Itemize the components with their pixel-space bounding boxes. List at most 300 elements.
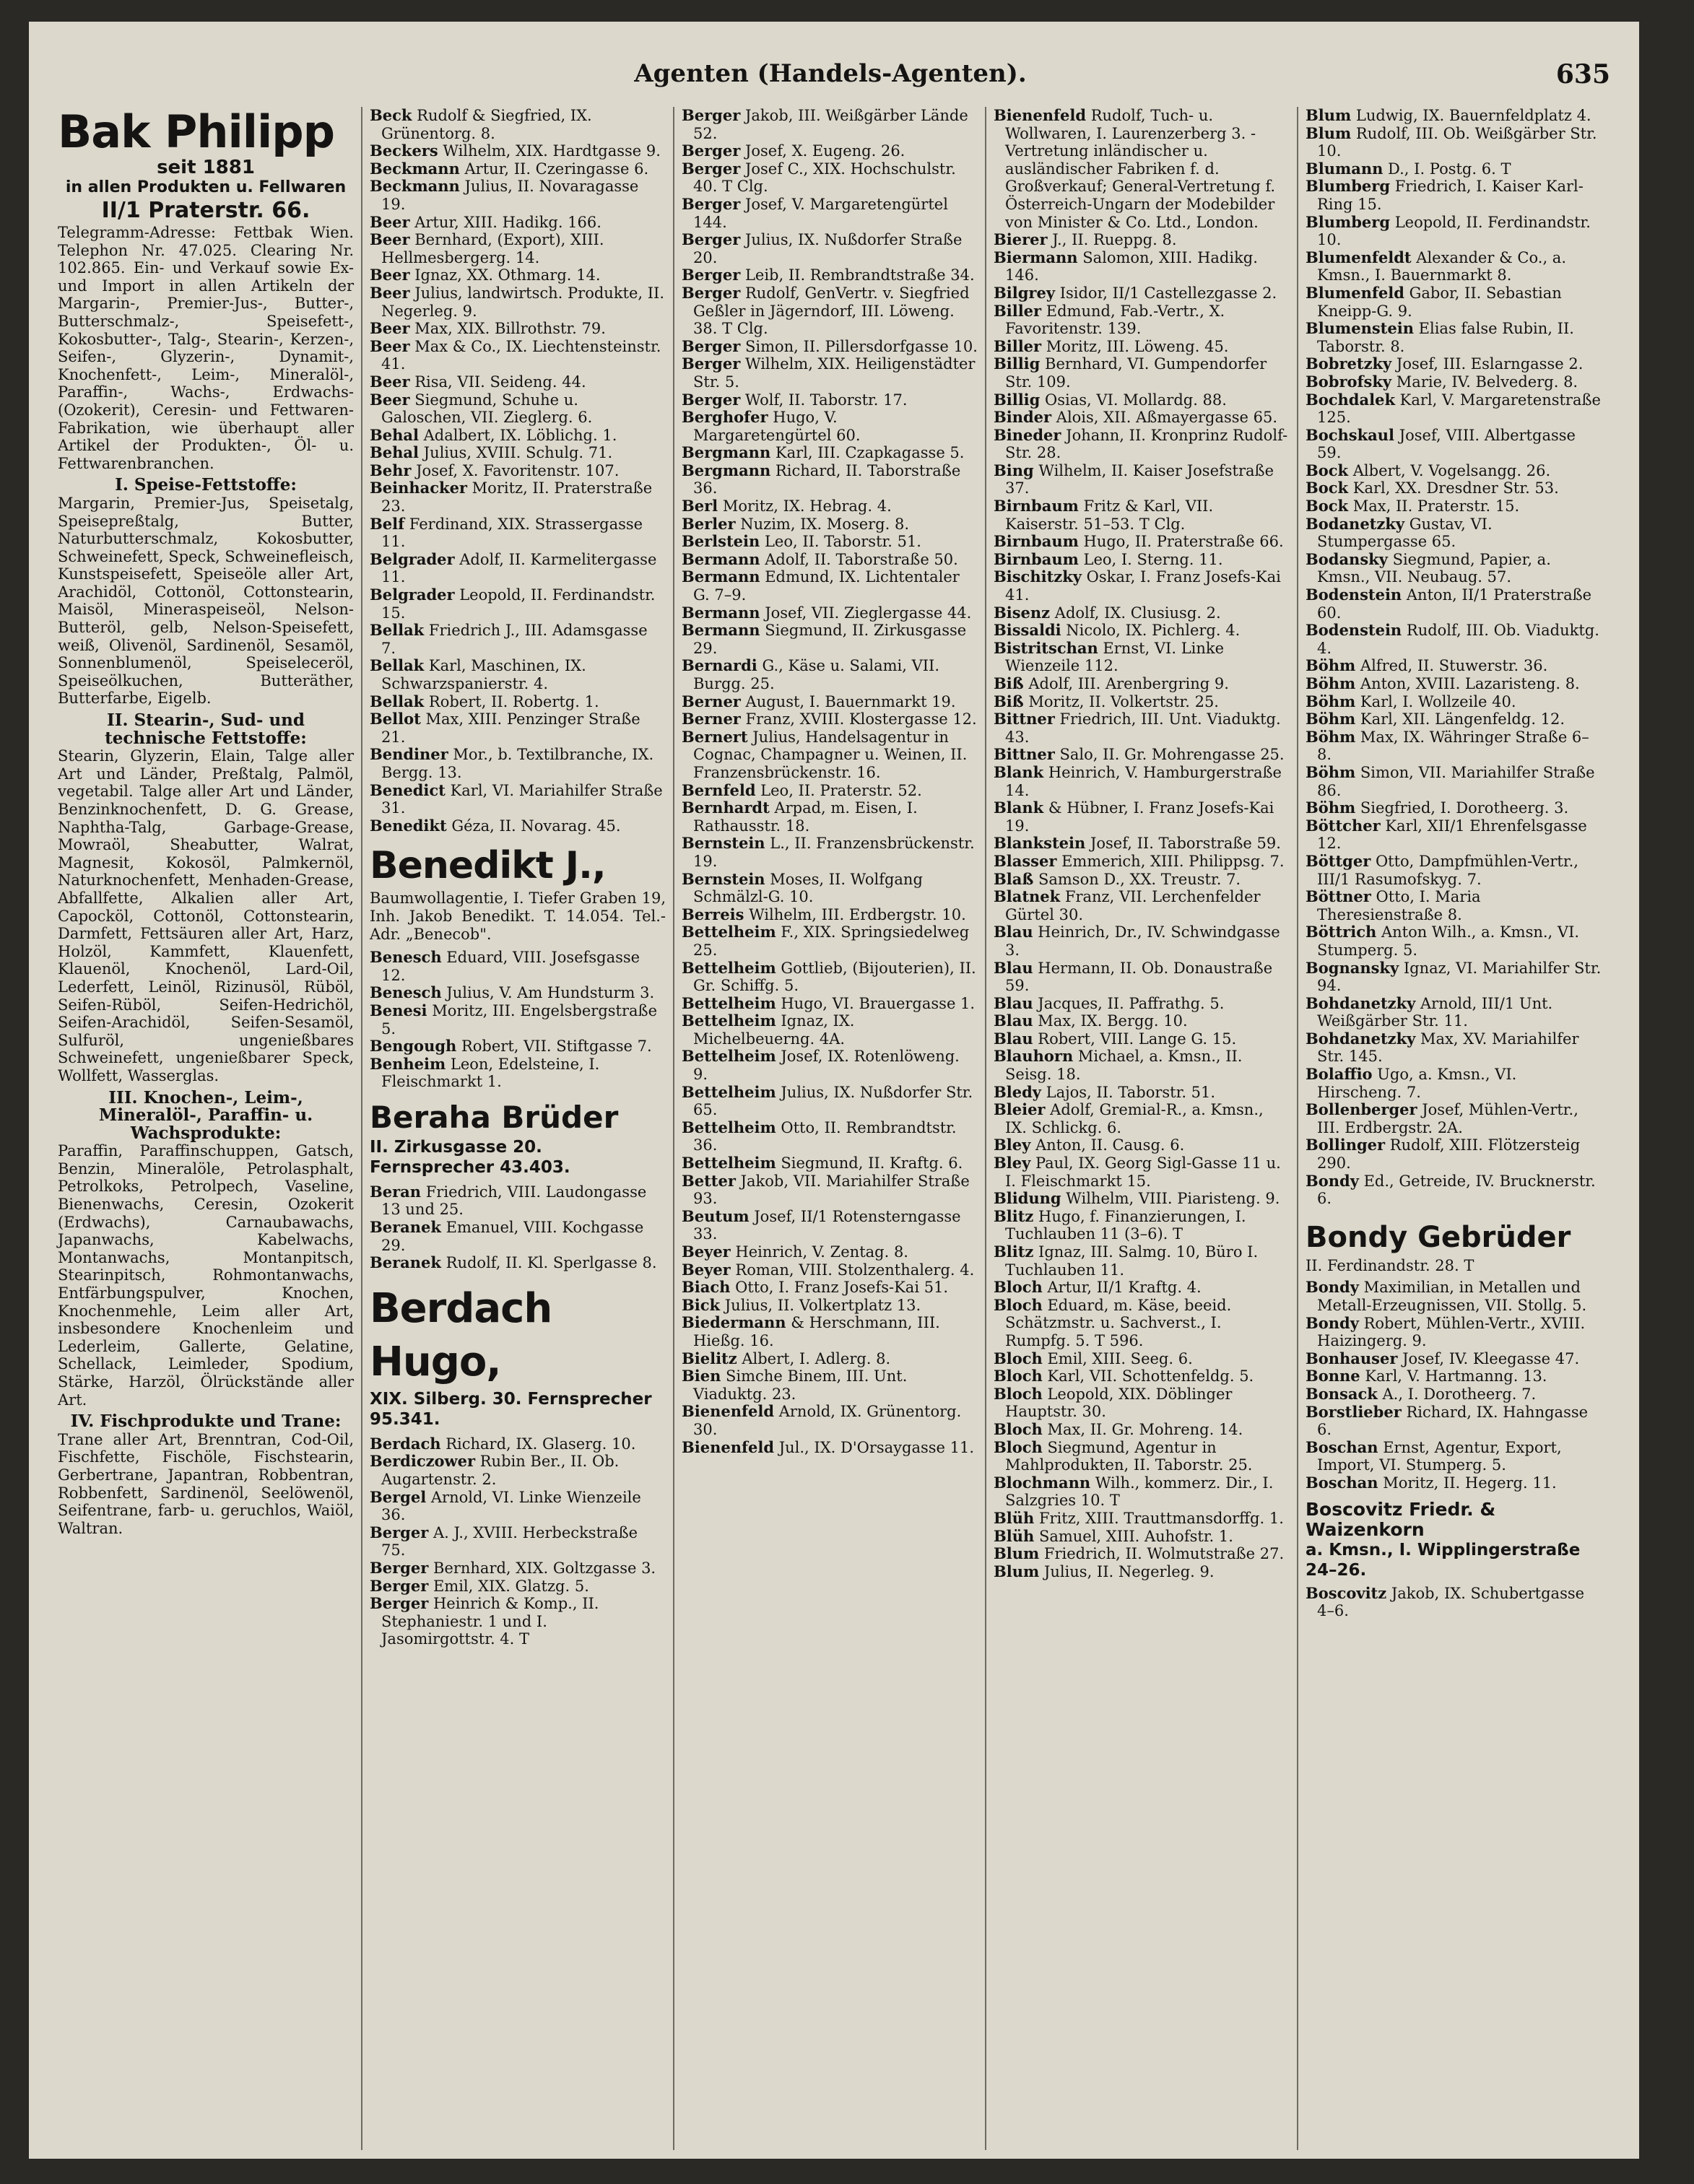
directory-entry xyxy=(994,409,1290,427)
entry-details: Ignaz, III. Salmg. 10, Büro I. Tuchlauben 11. xyxy=(1005,1243,1259,1279)
directory-entry xyxy=(370,479,666,515)
directory-entry xyxy=(994,640,1290,675)
entry-surname: Bellak xyxy=(370,621,425,640)
entry-details: Leopold, II. Ferdinandstr. 15. xyxy=(381,586,656,622)
entry-surname: Berger xyxy=(682,283,741,302)
directory-entry xyxy=(370,515,666,551)
directory-entry xyxy=(1306,888,1602,923)
entry-details: Albert, I. Adlerg. 8. xyxy=(737,1349,891,1367)
entry-details: Gottlieb, (Bijouterien), II. Gr. Schiffg. 5. xyxy=(693,959,976,995)
ad-title: Berdach Hugo, xyxy=(370,1284,552,1385)
directory-entry xyxy=(370,427,666,445)
entry-details: Moritz, II. Hegerg. 11. xyxy=(1378,1474,1557,1492)
entry-details: Max, IX. Währinger Straße 6–8. xyxy=(1317,728,1589,764)
entry-details: Ludwig, IX. Bauernfeldplatz 4. xyxy=(1351,107,1591,124)
directory-entry xyxy=(370,320,666,338)
entry-surname: Bergmann xyxy=(682,461,771,479)
entry-details: Otto, I. Franz Josefs-Kai 51. xyxy=(730,1279,949,1297)
entry-surname: Bistritschan xyxy=(994,638,1098,657)
directory-entry xyxy=(370,710,666,746)
entry-surname: Bernstein xyxy=(682,869,765,888)
directory-entry xyxy=(682,196,978,231)
entry-surname: Boscovitz xyxy=(1306,1583,1387,1602)
directory-entry xyxy=(1306,657,1602,675)
directory-entry xyxy=(1306,622,1602,657)
directory-entry xyxy=(682,1314,978,1349)
directory-entry xyxy=(370,214,666,232)
entry-surname: Bengough xyxy=(370,1037,457,1056)
directory-entry xyxy=(370,1489,666,1524)
directory-entry xyxy=(994,764,1290,799)
entry-surname: Bettelheim xyxy=(682,958,776,977)
directory-entry xyxy=(682,657,978,692)
entry-details: Karl, V. Hartmanng. 13. xyxy=(1360,1367,1547,1385)
entry-surname: Blumberg xyxy=(1306,177,1391,196)
entry-details: Salomon, XIII. Hadikg. 146. xyxy=(1005,248,1258,284)
directory-entry xyxy=(370,746,666,781)
directory-entry xyxy=(994,746,1290,764)
entry-surname: Bloch xyxy=(994,1349,1043,1367)
directory-entry xyxy=(682,1297,978,1315)
column-1 xyxy=(58,107,354,1537)
ad-sections xyxy=(58,477,354,1537)
section-heading: IV. Fischprodukte und Trane: xyxy=(70,1411,342,1432)
directory-entry xyxy=(994,1385,1290,1421)
entry-surname: Berger xyxy=(682,106,741,124)
entry-details: Alfred, II. Stuwerstr. 36. xyxy=(1355,657,1548,675)
entry-details: Max, IX. Bergg. 10. xyxy=(1033,1012,1188,1030)
entry-details: Siegfried, I. Dorotheerg. 3. xyxy=(1355,799,1569,817)
column-3 xyxy=(682,107,978,1456)
entry-surname: Bing xyxy=(994,461,1034,479)
entry-surname: Berger xyxy=(682,390,741,409)
entry-surname: Beckmann xyxy=(370,177,460,196)
section-text: Margarin, Premier-Jus, Speisetalg, Speisepreßtalg, Butter, Naturbutterschmalz, Kokosbutter, Schweinefett, Speck, Schweinefleisch, Kunstspeisefett, Speiseöle aller Art, Arachidöl, Cottonöl, Cottonstearin, Maisöl, Mineraspeiseöl, Nelson-Butteröl, gelb, Nelson-Speisefett, weiß, Olivenöl, Sardinenöl, Sesamöl, Sonnenblumenöl, Speiseleceröl, Speiseölkuchen, Butteräther, Butterfarbe, Eigelb. xyxy=(58,494,354,708)
entry-surname: Borstlieber xyxy=(1306,1402,1402,1421)
directory-entry xyxy=(370,1254,666,1272)
entry-details: & Herschmann, III. Hießg. 16. xyxy=(693,1314,940,1349)
entry-surname: Beran xyxy=(370,1182,422,1201)
entry-details: Friedrich, VIII. Laudongasse 13 und 25. xyxy=(381,1183,647,1219)
directory-entry xyxy=(1306,853,1602,888)
entry-surname: Bledy xyxy=(994,1082,1041,1101)
entry-details: Elias false Rubin, II. Taborstr. 8. xyxy=(1317,320,1574,355)
entry-details: Isidor, II/1 Castellezgasse 2. xyxy=(1055,284,1277,302)
entry-details: Arpad, m. Eisen, I. Rathausstr. 18. xyxy=(693,799,918,835)
directory-entry xyxy=(994,1545,1290,1563)
entry-details: Josef C., XIX. Hochschulstr. 40. T Clg. xyxy=(693,160,956,196)
entry-surname: Bernhardt xyxy=(682,799,770,817)
entry-surname: Benesi xyxy=(370,1001,427,1019)
entry-details: Heinrich, V. Hamburgerstraße 14. xyxy=(1005,763,1282,799)
entry-details: Max, XIII. Penzinger Straße 21. xyxy=(381,710,640,746)
entry-details: Eduard, VIII. Josefsgasse 12. xyxy=(381,949,640,984)
entry-details: Wilhelm, VIII. Piaristeng. 9. xyxy=(1061,1190,1280,1208)
directory-entry xyxy=(994,923,1290,959)
entry-surname: Billig xyxy=(994,390,1041,409)
directory-entry xyxy=(994,675,1290,693)
entry-details: Siegmund, Papier, a. Kmsn., VII. Neubaug. 57. xyxy=(1317,550,1551,586)
entry-surname: Berger xyxy=(682,194,741,213)
directory-entry xyxy=(682,782,978,800)
directory-entry xyxy=(370,622,666,657)
entry-list xyxy=(682,107,978,1456)
entry-details: Artur, II/1 Kraftg. 4. xyxy=(1042,1279,1202,1297)
entry-details: Arnold, IX. Grünentorg. 30. xyxy=(693,1403,962,1438)
entry-surname: Bonne xyxy=(1306,1367,1360,1385)
entry-details: Franz, VII. Lerchenfelder Gürtel 30. xyxy=(1005,888,1261,923)
entry-surname: Bissaldi xyxy=(994,621,1061,640)
entry-surname: Billig xyxy=(994,354,1041,373)
directory-entry xyxy=(1306,355,1602,373)
directory-entry xyxy=(994,1510,1290,1528)
entry-surname: Bienenfeld xyxy=(682,1437,775,1456)
entry-details: Jakob, VII. Mariahilfer Straße 93. xyxy=(693,1172,970,1208)
directory-entry xyxy=(994,693,1290,711)
directory-entry xyxy=(1306,497,1602,515)
entry-surname: Beckers xyxy=(370,142,438,160)
entry-surname: Bergel xyxy=(370,1487,427,1506)
entry-surname: Behal xyxy=(370,425,419,444)
directory-entry xyxy=(994,231,1290,249)
entry-surname: Bock xyxy=(1306,479,1349,497)
entry-list xyxy=(370,107,666,835)
directory-entry xyxy=(370,586,666,622)
directory-entry xyxy=(370,1595,666,1648)
ad-title: Benedikt J., xyxy=(370,844,606,888)
entry-details: Heinrich, Dr., IV. Schwindgasse 3. xyxy=(1005,923,1280,959)
directory-entry xyxy=(994,1208,1290,1243)
entry-surname: Benesch xyxy=(370,948,442,967)
entry-details: Max, II. Praterstr. 15. xyxy=(1348,497,1520,515)
directory-entry xyxy=(994,1154,1290,1190)
entry-surname: Bernfeld xyxy=(682,780,756,799)
directory-entry xyxy=(682,906,978,924)
entry-surname: Beinhacker xyxy=(370,479,467,497)
entry-surname: Bobretzky xyxy=(1306,354,1392,373)
section-heading: I. Speise-Fettstoffe: xyxy=(115,475,297,495)
directory-entry xyxy=(994,995,1290,1013)
directory-entry xyxy=(1306,462,1602,480)
directory-entry xyxy=(682,604,978,622)
directory-entry xyxy=(370,1219,666,1254)
entry-details: Lajos, II. Taborstr. 51. xyxy=(1041,1083,1216,1101)
entry-surname: Blumberg xyxy=(1306,212,1391,231)
entry-surname: Blitz xyxy=(994,1243,1034,1261)
entry-details: Nicolo, IX. Pichlerg. 4. xyxy=(1061,622,1241,640)
ad-text: Baumwollagentie, I. Tiefer Graben 19, Inh. Jakob Benedikt. T. 14.054. Tel.-Adr. „Benecob". xyxy=(370,889,666,943)
ad-title: Bondy Gebrüder xyxy=(1306,1220,1571,1254)
entry-details: Josef, VII. Zieglergasse 44. xyxy=(760,604,972,622)
entry-surname: Benheim xyxy=(370,1054,446,1073)
entry-surname: Blüh xyxy=(994,1526,1035,1545)
entry-details: Leopold, II. Ferdinandstr. 10. xyxy=(1317,213,1591,249)
entry-details: Ed., Getreide, IV. Brucknerstr. 6. xyxy=(1317,1172,1596,1208)
directory-entry xyxy=(994,303,1290,338)
directory-entry xyxy=(682,1367,978,1403)
directory-entry xyxy=(682,960,978,995)
entry-surname: Bettelheim xyxy=(682,1154,776,1173)
entry-surname: Bendiner xyxy=(370,745,448,764)
directory-entry xyxy=(994,1421,1290,1439)
entry-surname: Bock xyxy=(1306,497,1349,515)
entry-details: Ernst, Agentur, Export, Import, VI. Stumperg. 5. xyxy=(1317,1438,1562,1474)
section-heading: III. Knochen-, Leim-, Mineralöl-, Paraffin- u. Wachsprodukte: xyxy=(98,1087,313,1143)
directory-entry xyxy=(1306,1101,1602,1136)
directory-entry xyxy=(682,107,978,142)
entry-details: D., I. Postg. 6. T xyxy=(1383,160,1511,178)
directory-entry xyxy=(994,1101,1290,1136)
directory-entry xyxy=(682,355,978,391)
entry-surname: Bock xyxy=(1306,461,1349,479)
directory-entry xyxy=(682,995,978,1013)
directory-entry xyxy=(370,142,666,160)
entry-surname: Böhm xyxy=(1306,710,1356,728)
directory-entry xyxy=(370,551,666,586)
entry-surname: Blauhorn xyxy=(994,1047,1074,1066)
column-rule xyxy=(361,107,362,2150)
directory-entry xyxy=(1306,923,1602,959)
entry-details: Rudolf, XIII. Flötzersteig 290. xyxy=(1317,1136,1581,1173)
directory-entry xyxy=(1306,675,1602,693)
entry-details: Adolf, Gremial-R., a. Kmsn., IX. Schlickg. 6. xyxy=(1005,1101,1264,1136)
entry-surname: Beer xyxy=(370,336,410,355)
directory-entry xyxy=(994,888,1290,923)
page-number: 635 xyxy=(1555,59,1610,90)
ad-text: II. Zirkusgasse 20. Fernsprecher 43.403. xyxy=(370,1137,570,1177)
entry-details: Anton, II. Causg. 6. xyxy=(1030,1136,1185,1154)
entry-details: Michael, a. Kmsn., II. Seisg. 18. xyxy=(1005,1048,1243,1084)
entry-surname: Bloch xyxy=(994,1295,1043,1314)
entry-surname: Bernstein xyxy=(682,834,765,853)
entry-surname: Bloch xyxy=(994,1437,1043,1456)
entry-details: Friedrich, II. Wolmutstraße 27. xyxy=(1039,1545,1285,1563)
entry-details: Robert, VIII. Lange G. 15. xyxy=(1033,1030,1237,1048)
entry-details: Alois, XII. Aßmayergasse 65. xyxy=(1051,409,1278,427)
entry-surname: Bloch xyxy=(994,1367,1043,1385)
entry-details: Risa, VII. Seideng. 44. xyxy=(409,373,586,391)
entry-details: Osias, VI. Mollardg. 88. xyxy=(1040,391,1227,409)
entry-details: Jakob, IX. Schubertgasse 4–6. xyxy=(1317,1584,1585,1620)
entry-surname: Behr xyxy=(370,461,412,479)
entry-details: Julius, IX. Nußdorfer Str. 65. xyxy=(693,1083,973,1119)
directory-entry xyxy=(994,1439,1290,1474)
page-header xyxy=(29,59,1639,103)
entry-surname: Bineder xyxy=(994,425,1061,444)
entry-details: Emil, XIX. Glatzg. 5. xyxy=(428,1577,589,1595)
entry-surname: Beer xyxy=(370,372,410,391)
directory-entry xyxy=(994,835,1290,853)
entry-details: G., Käse u. Salami, VII. Burgg. 25. xyxy=(693,657,940,692)
directory-entry xyxy=(682,1261,978,1279)
entry-details: Adolf, IX. Clusiusg. 2. xyxy=(1050,604,1221,622)
entry-details: Jakob, III. Weißgärber Lände 52. xyxy=(693,107,968,142)
entry-surname: Biedermann xyxy=(682,1313,786,1332)
entry-surname: Berger xyxy=(682,336,741,355)
entry-details: Albert, V. Vogelsangg. 26. xyxy=(1348,461,1551,479)
directory-entry xyxy=(370,1037,666,1056)
entry-details: Richard, II. Taborstraße 36. xyxy=(693,461,961,497)
directory-entry xyxy=(1306,249,1602,284)
ad-text: XIX. Silberg. 30. Fernsprecher 95.341. xyxy=(370,1389,652,1429)
entry-details: Wilhelm, XIX. Hardtgasse 9. xyxy=(438,142,661,160)
entry-surname: Blaß xyxy=(994,869,1034,888)
entry-details: Roman, VIII. Stolzenthalerg. 4. xyxy=(730,1261,975,1279)
entry-surname: Biß xyxy=(994,674,1024,692)
entry-surname: Blumann xyxy=(1306,159,1384,178)
entry-surname: Blumenfeld xyxy=(1306,283,1404,302)
directory-entry xyxy=(370,949,666,984)
directory-entry xyxy=(1306,710,1602,728)
entry-details: Siegmund, Agentur in Mahlprodukten, II. Taborstr. 25. xyxy=(1005,1438,1253,1474)
entry-surname: Biß xyxy=(994,692,1024,710)
entry-surname: Beer xyxy=(370,283,410,302)
entry-details: Moritz, II. Volkertstr. 25. xyxy=(1023,692,1219,710)
directory-entry xyxy=(370,266,666,284)
entry-details: Rudolf & Siegfried, IX. Grünentorg. 8. xyxy=(381,107,592,142)
ad-line: II/1 Praterstr. 66. xyxy=(101,198,310,223)
section-text: Paraffin, Paraffinschuppen, Gatsch, Benzin, Mineralöle, Petrolasphalt, Petrolkoks, Petrolpech, Vaseline, Bienenwachs, Ceresin, Ozokerit (Erdwachs), Carnaubawachs, Japanwachs, Kabelwachs, Montanwachs, Montanpitsch, Stearinpitsch, Rohmontanwachs, Entfärbungspulver, Knochen, Knochenmehle, Leim aller Art, insbesondere Knochenleim und Lederleim, Gallerte, Gelatine, Schellack, Leimleder, Spodium, Stärke, Harzöl, Ölrückstände aller Art. xyxy=(58,1142,354,1409)
directory-entry xyxy=(994,1243,1290,1279)
directory-entry xyxy=(370,1435,666,1453)
entry-details: A., I. Dorotheerg. 7. xyxy=(1377,1385,1537,1403)
entry-details: Moritz, III. Engelsbergstraße 5. xyxy=(381,1001,658,1037)
directory-entry xyxy=(1306,995,1602,1030)
directory-entry xyxy=(994,338,1290,356)
directory-entry xyxy=(682,799,978,835)
ad-title: Boscovitz Friedr. & Waizenkorn xyxy=(1306,1498,1496,1540)
entry-surname: Berl xyxy=(682,497,718,515)
entry-surname: Böttrich xyxy=(1306,923,1377,941)
entry-surname: Bochskaul xyxy=(1306,425,1395,444)
entry-surname: Berler xyxy=(682,514,736,533)
entry-details: Johann, II. Kronprinz Rudolf-Str. 28. xyxy=(1005,426,1288,462)
entry-details: Hugo, II. Praterstraße 66. xyxy=(1078,533,1284,551)
entry-surname: Blasser xyxy=(994,851,1057,870)
entry-details: Emmerich, XIII. Philippsg. 7. xyxy=(1056,852,1285,870)
entry-details: Josef, VIII. Albertgasse 59. xyxy=(1317,426,1576,462)
entry-details: Julius, V. Am Hundsturm 3. xyxy=(441,984,655,1002)
entry-surname: Bettelheim xyxy=(682,1082,776,1101)
entry-details: Josef, II/1 Rotensterngasse 33. xyxy=(693,1207,961,1243)
entry-surname: Beranek xyxy=(370,1218,441,1237)
directory-entry xyxy=(370,391,666,427)
directory-entry xyxy=(370,373,666,391)
entry-details: Ignaz, VI. Mariahilfer Str. 94. xyxy=(1317,959,1602,995)
directory-entry xyxy=(1306,1066,1602,1101)
directory-entry xyxy=(1306,764,1602,799)
entry-details: Julius, landwirtsch. Produkte, II. Negerleg. 9. xyxy=(381,284,665,320)
entry-surname: Bilgrey xyxy=(994,283,1056,302)
directory-entry xyxy=(682,1243,978,1261)
entry-surname: Bolaffio xyxy=(1306,1065,1373,1084)
entry-surname: Belgrader xyxy=(370,549,455,568)
directory-entry xyxy=(994,1084,1290,1102)
directory-entry xyxy=(1306,178,1602,213)
entry-details: Ernst, VI. Linke Wienzeile 112. xyxy=(1005,639,1225,675)
ad-text: a. Kmsn., I. Wipplingerstraße 24–26. xyxy=(1306,1540,1581,1580)
entry-details: Wilhelm, II. Kaiser Josefstraße 37. xyxy=(1005,461,1274,497)
entry-surname: Better xyxy=(682,1171,736,1190)
entry-details: Wilhelm, III. Erdbergstr. 10. xyxy=(744,905,966,923)
entry-details: Karl, I. Wollzeile 40. xyxy=(1355,692,1516,710)
entry-surname: Birnbaum xyxy=(994,549,1079,568)
entry-details: Josef, III. Eslarngasse 2. xyxy=(1391,355,1584,373)
entry-surname: Blau xyxy=(994,993,1033,1012)
entry-surname: Bohdanetzky xyxy=(1306,1029,1416,1048)
entry-surname: Blum xyxy=(994,1562,1040,1580)
directory-entry xyxy=(994,622,1290,640)
entry-surname: Böhm xyxy=(1306,656,1356,675)
directory-entry xyxy=(682,391,978,409)
entry-details: Franz, XVIII. Klostergasse 12. xyxy=(740,710,977,728)
entry-surname: Bittner xyxy=(994,710,1055,728)
entry-surname: Bermann xyxy=(682,567,760,586)
entry-details: Moritz, II. Praterstraße 23. xyxy=(381,479,653,515)
entry-details: Leopold, XIX. Döblinger Hauptstr. 30. xyxy=(1005,1385,1233,1421)
entry-details: Adalbert, IX. Löblichg. 1. xyxy=(418,426,617,444)
entry-details: Josef, V. Margaretengürtel 144. xyxy=(693,195,948,231)
entry-surname: Bittner xyxy=(994,745,1055,764)
entry-surname: Berlstein xyxy=(682,532,760,551)
directory-entry xyxy=(682,142,978,160)
entry-surname: Benesch xyxy=(370,983,442,1002)
entry-details: Samson D., XX. Treustr. 7. xyxy=(1033,870,1241,888)
entry-details: Heinrich, V. Zentag. 8. xyxy=(730,1243,908,1261)
entry-details: Josef, X. Eugeng. 26. xyxy=(740,142,905,160)
directory-entry xyxy=(1306,1136,1602,1172)
entry-surname: Bettelheim xyxy=(682,1047,776,1066)
entry-details: Anton Wilh., a. Kmsn., VI. Stumperg. 5. xyxy=(1317,923,1580,959)
entry-details: Hugo, V. Margaretengürtel 60. xyxy=(693,409,861,444)
directory-entry xyxy=(370,338,666,373)
entry-surname: Berghofer xyxy=(682,408,768,427)
entry-surname: Bisenz xyxy=(994,603,1051,622)
entry-details: Artur, XIII. Hadikg. 166. xyxy=(409,213,601,231)
directory-entry xyxy=(682,871,978,906)
entry-details: Friedrich, III. Unt. Viaduktg. 43. xyxy=(1005,710,1281,746)
entry-details: Wilh., kommerz. Dir., I. Salzgries 10. T xyxy=(1005,1474,1274,1510)
entry-surname: Bognansky xyxy=(1306,958,1399,977)
entry-details: Edmund, IX. Lichtentaler G. 7–9. xyxy=(693,568,960,604)
entry-details: Simon, VII. Mariahilfer Straße 86. xyxy=(1317,763,1595,799)
directory-entry xyxy=(370,462,666,480)
entry-details: Karl, XII/1 Ehrenfelsgasse 12. xyxy=(1317,817,1587,853)
directory-entry xyxy=(370,693,666,711)
entry-details: Rudolf, GenVertr. v. Siegfried Geßler in Jägerndorf, III. Löweng. 38. T Clg. xyxy=(693,284,970,338)
entry-details: Ugo, a. Kmsn., VI. Hirscheng. 7. xyxy=(1317,1066,1517,1101)
directory-entry xyxy=(994,1474,1290,1510)
directory-entry xyxy=(1306,1030,1602,1066)
entry-details: Richard, IX. Hahngasse 6. xyxy=(1317,1403,1589,1439)
entry-details: Edmund, Fab.-Vertr., X. Favoritenstr. 139. xyxy=(1005,302,1225,338)
entry-details: Robert, II. Robertg. 1. xyxy=(424,692,599,710)
directory-entry xyxy=(1306,1350,1602,1368)
entry-surname: Böhm xyxy=(1306,799,1356,817)
entry-surname: Bondy xyxy=(1306,1313,1359,1332)
directory-entry xyxy=(1306,586,1602,622)
directory-entry xyxy=(682,1048,978,1083)
entry-surname: Belgrader xyxy=(370,586,455,604)
entry-details: Julius, XVIII. Schulg. 71. xyxy=(418,444,613,462)
entry-details: J., II. Rueppg. 8. xyxy=(1047,231,1177,249)
entry-surname: Blatnek xyxy=(994,887,1061,906)
directory-entry xyxy=(994,551,1290,569)
entry-details: Julius, IX. Nußdorfer Straße 20. xyxy=(693,231,963,266)
directory-entry xyxy=(682,515,978,534)
directory-entry xyxy=(994,462,1290,497)
directory-entry xyxy=(370,1056,666,1091)
